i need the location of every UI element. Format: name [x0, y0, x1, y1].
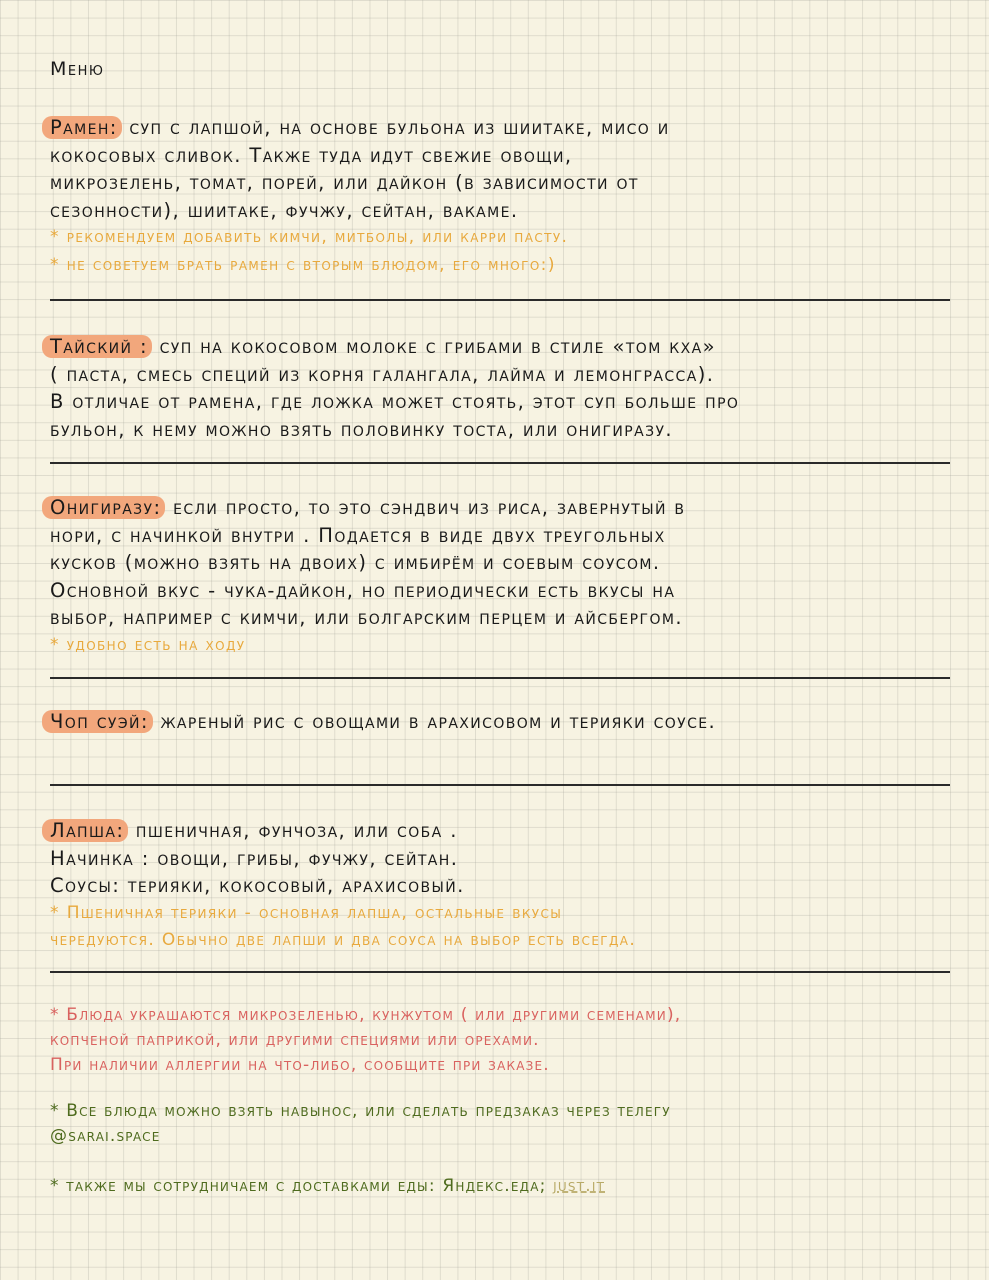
onigirazu-section	[50, 494, 950, 659]
onigirazu-desc-4: Основной вкус - чука-дайкон, но периодически есть вкусы на	[50, 578, 676, 602]
thai-desc-4: бульон, к нему можно взять половинку тоста, или онигиразу.	[50, 417, 673, 441]
onigirazu-desc-1: если просто, то это сэндвич из риса, завернутый в	[173, 496, 686, 519]
just-it-link[interactable]: just.it	[553, 1176, 606, 1196]
noodles-label: Лапша:	[42, 819, 128, 842]
footer-red-2: копченой паприкой, или другими специями или орехами.	[50, 1030, 540, 1050]
takeaway-notes	[50, 1099, 950, 1149]
thai-desc-1: суп на кокосовом молоке с грибами в стиле «том кха»	[159, 335, 716, 358]
chop-suey-label: Чоп суэй:	[42, 710, 153, 733]
thai-desc-3: В отличае от рамена, где ложка может стоять, этот суп больше про	[50, 390, 740, 413]
noodles-desc-2: Начинка : овощи, грибы, фучжу, сейтан.	[50, 846, 459, 870]
telegram-handle: @sarai.space	[50, 1126, 161, 1146]
delivery-notes	[50, 1174, 950, 1199]
thai-label: Тайский :	[42, 335, 152, 358]
ramen-label: Рамен:	[42, 116, 122, 139]
divider	[50, 299, 950, 301]
chop-suey-desc-1: жареный рис с овощами в арахисовом и терияки соусе.	[160, 710, 717, 733]
footer-green-1: * Все блюда можно взять навынос, или сделать предзаказ через телегу	[50, 1101, 671, 1121]
onigirazu-desc-2: нори, с начинкой внутри . Подается в виде двух треугольных	[50, 523, 666, 547]
thai-section	[50, 333, 950, 443]
ramen-desc-4: сезонности), шиитаке, фучжу, сейтан, вакаме.	[50, 198, 519, 222]
ramen-note-2: * не советуем брать рамен с вторым блюдом, его много:)	[50, 254, 556, 275]
noodles-desc-1: пшеничная, фунчоза, или соба .	[135, 819, 458, 842]
ramen-note-1: * рекомендуем добавить кимчи, митболы, или карри пасту.	[50, 227, 569, 247]
ramen-section	[50, 114, 950, 279]
chop-suey-section	[50, 708, 950, 736]
noodles-section	[50, 817, 950, 955]
noodles-desc-3: Соусы: терияки, кокосовый, арахисовый.	[50, 874, 465, 897]
onigirazu-desc-3: кусков (можно взять на двоих) с имбирём и соевым соусом.	[50, 551, 661, 574]
ramen-desc-2: кокосовых сливок. Также туда идут свежие овощи,	[50, 143, 573, 167]
footer-red-3: При наличии аллергии на что-либо, сообщите при заказе.	[50, 1055, 550, 1075]
divider	[50, 677, 950, 679]
footer-red-1: * Блюда украшаются микрозеленью, кунжутом ( или другими семенами),	[50, 1005, 682, 1025]
divider	[50, 784, 950, 786]
divider	[50, 462, 950, 464]
divider	[50, 971, 950, 973]
ramen-desc-3: микрозелень, томат, порей, или дайкон (в зависимости от	[50, 171, 639, 194]
onigirazu-note-1: * удобно есть на ходу	[50, 634, 246, 655]
footer-green-3: * также мы сотрудничаем с доставками еды: Яндекс.еда;	[50, 1176, 547, 1196]
onigirazu-label: Онигиразу:	[42, 496, 165, 519]
ramen-desc-1: суп с лапшой, на основе бульона из шиитаке, мисо и	[129, 116, 670, 139]
page-title: Меню	[50, 58, 105, 80]
noodles-note-1: * Пшеничная терияки - основная лапша, остальные вкусы	[50, 902, 563, 923]
thai-desc-2: ( паста, смесь специй из корня галангала, лайма и лемонграсса).	[50, 362, 715, 386]
noodles-note-2: чередуются. Обычно две лапши и два соуса на выбор есть всегда.	[50, 930, 637, 950]
onigirazu-desc-5: выбор, например с кимчи, или болгарским перцем и айсбергом.	[50, 606, 683, 629]
allergy-notes	[50, 1003, 950, 1078]
